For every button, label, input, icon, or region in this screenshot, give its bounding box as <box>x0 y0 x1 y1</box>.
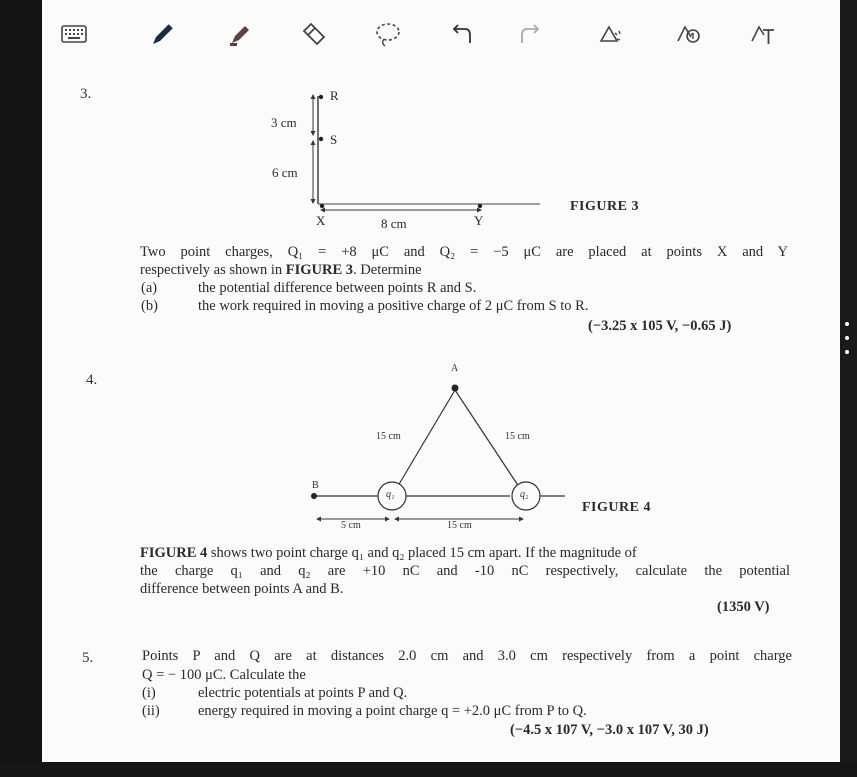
figure-3-caption: FIGURE 3 <box>570 199 639 214</box>
distance-xy-label: 8 cm <box>381 216 407 231</box>
point-b-label: B <box>312 480 319 491</box>
q3-part-b-label: (b) <box>141 298 158 314</box>
figure-3-diagram <box>250 84 550 224</box>
question-number-3: 3. <box>80 86 92 102</box>
eraser-icon[interactable] <box>294 14 334 54</box>
q4-line-2: the charge q₁ and q₂ are +10 nC and -10 nC respectively, calculate the potential <box>140 563 790 579</box>
q3-part-a-label: (a) <box>141 280 158 296</box>
distance-rs-label: 3 cm <box>271 115 297 130</box>
figure-4-diagram <box>300 368 590 528</box>
ink-to-text-icon[interactable] <box>742 14 782 54</box>
q4-line-1: FIGURE 4 shows two point charge q₁ and q₂ placed 15 cm apart. If the magnitude of <box>140 545 637 561</box>
side-left-label: 15 cm <box>376 431 401 442</box>
question-number-5: 5. <box>82 650 94 666</box>
figure-4-caption: FIGURE 4 <box>582 500 651 515</box>
charge-q1-label: q₁ <box>386 489 395 500</box>
q5-part-i-label: (i) <box>142 685 156 701</box>
q4-line-3: difference between points A and B. <box>140 581 344 597</box>
pen-icon[interactable] <box>142 14 182 54</box>
point-s-label: S <box>330 132 338 147</box>
scroll-indicator[interactable] <box>845 322 851 364</box>
q5-part-ii-label: (ii) <box>142 703 160 719</box>
point-y-label: Y <box>474 213 484 228</box>
redo-icon[interactable] <box>512 14 552 54</box>
q5-answer: (−4.5 x 107 V, −3.0 x 107 V, 30 J) <box>510 722 709 738</box>
distance-b-q1-label: 5 cm <box>341 520 361 531</box>
q3-line-2: respectively as shown in FIGURE 3. Determine <box>140 262 422 278</box>
q5-part-i-text: electric potentials at points P and Q. <box>198 685 408 701</box>
keyboard-icon[interactable] <box>54 14 94 54</box>
q5-line-2: Q = − 100 μC. Calculate the <box>142 667 306 683</box>
q3-line-1: Two point charges, Q₁ = +8 μC and Q₂ = −5 μC are placed at points X and Y <box>140 244 788 260</box>
q4-answer: (1350 V) <box>717 599 770 615</box>
charge-q2-label: q₂ <box>520 489 529 500</box>
question-number-4: 4. <box>86 372 98 388</box>
point-a-label: A <box>451 363 459 374</box>
point-r-label: R <box>330 88 339 103</box>
q5-line-1: Points P and Q are at distances 2.0 cm and 3.0 cm respectively from a point charge <box>142 648 792 664</box>
point-x-label: X <box>316 213 326 228</box>
right-bezel <box>840 0 857 777</box>
ink-replay-icon[interactable] <box>668 14 708 54</box>
left-bezel <box>0 0 42 777</box>
lasso-select-icon[interactable] <box>368 14 408 54</box>
distance-sx-label: 6 cm <box>272 165 298 180</box>
q3-part-b-text: the work required in moving a positive charge of 2 μC from S to R. <box>198 298 589 314</box>
q3-part-a-text: the potential difference between points R and S. <box>198 280 477 296</box>
bottom-bezel <box>0 762 857 777</box>
distance-q1-q2-label: 15 cm <box>447 520 472 531</box>
q5-part-ii-text: energy required in moving a point charge q = +2.0 μC from P to Q. <box>198 703 587 719</box>
highlighter-icon[interactable] <box>220 14 260 54</box>
q3-answer: (−3.25 x 105 V, −0.65 J) <box>588 318 732 334</box>
ink-to-shape-icon[interactable] <box>590 14 630 54</box>
side-right-label: 15 cm <box>505 431 530 442</box>
undo-icon[interactable] <box>440 14 480 54</box>
ink-toolbar <box>42 0 840 66</box>
